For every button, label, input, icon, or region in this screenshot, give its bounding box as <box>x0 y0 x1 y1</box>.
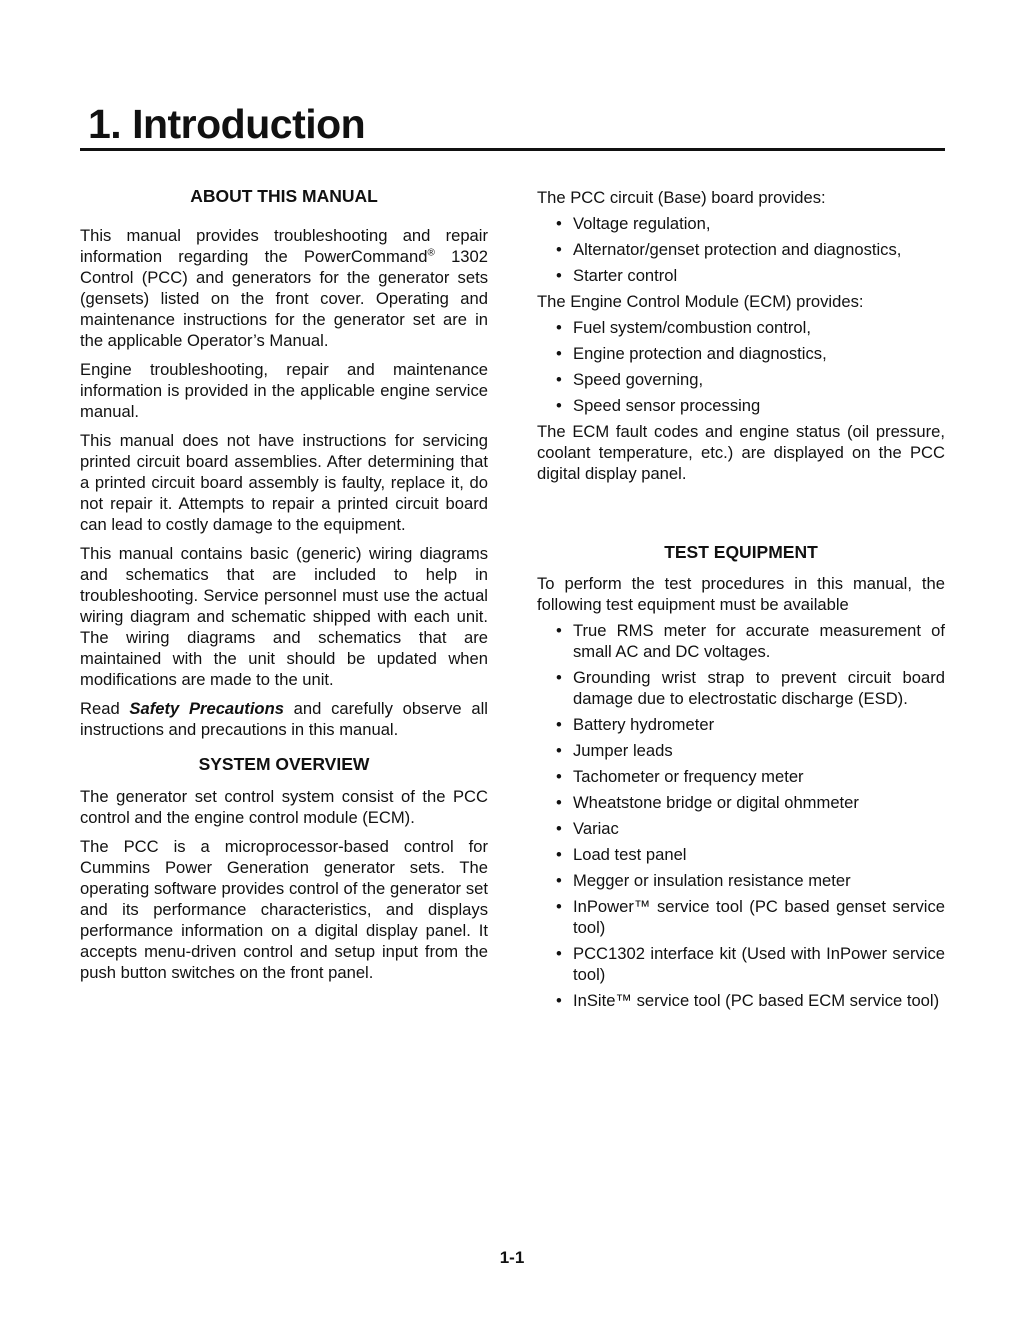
left-column <box>80 184 488 983</box>
overview-paragraph-1: The generator set control system consist of the PCC control and the engine control module (ECM). <box>80 787 488 827</box>
list-item: • Jumper leads <box>556 741 673 760</box>
list-item: • Speed sensor processing <box>556 396 761 415</box>
list-item: • True RMS meter for accurate measurement of small AC and DC voltages. <box>556 621 945 661</box>
chapter-title: 1. Introduction <box>88 101 366 147</box>
list-item: • Tachometer or frequency meter <box>556 767 804 786</box>
list-item: • PCC1302 interface kit (Used with InPower service tool) <box>556 944 945 984</box>
list-item: • Wheatstone bridge or digital ohmmeter <box>556 793 859 812</box>
right-column <box>537 187 945 1011</box>
system-overview-heading: SYSTEM OVERVIEW <box>198 754 370 774</box>
about-manual-heading: ABOUT THIS MANUAL <box>190 186 378 206</box>
list-item: • Variac <box>556 819 619 838</box>
about-paragraph-1-text-a: This manual provides troubleshooting and repair information regarding the PowerCommand <box>80 226 488 266</box>
pcc-board-intro: The PCC circuit (Base) board provides: <box>537 188 826 207</box>
list-item: • Grounding wrist strap to prevent circuit board damage due to electrostatic discharge (ESD). <box>556 668 945 708</box>
list-item: • Load test panel <box>556 845 687 864</box>
registered-mark: ® <box>427 247 435 259</box>
list-item: • Battery hydrometer <box>556 715 715 734</box>
test-equipment-intro: To perform the test procedures in this manual, the following test equipment must be available <box>537 574 945 614</box>
test-equipment-list <box>537 620 945 1011</box>
list-item: • Starter control <box>556 266 678 285</box>
page-number: 1-1 <box>499 1248 525 1267</box>
list-item: • Megger or insulation resistance meter <box>556 871 851 890</box>
ecm-fault-codes-note: The ECM fault codes and engine status (oil pressure, coolant temperature, etc.) are displayed on the PCC digital display panel. <box>537 422 945 483</box>
about-paragraph-1 <box>80 225 488 351</box>
list-item: • Alternator/genset protection and diagnostics, <box>556 240 902 259</box>
about-paragraph-4: This manual contains basic (generic) wiring diagrams and schematics that are included to help in troubleshooting. Service personnel must use the actual wiring diagram and schematic shipped with each unit. The wiring diagrams and schematics that are maintained with the unit should be updated when modifications are made to the unit. <box>80 544 488 689</box>
list-item: • Voltage regulation, <box>556 214 711 233</box>
about-paragraph-5-pre: Read <box>80 699 130 718</box>
about-paragraph-3: This manual does not have instructions for servicing printed circuit board assemblies. After determining that a printed circuit board assembly is faulty, replace it, do not repair it. Attempts to repair a printed circuit board can lead to costly damage to the equipment. <box>80 431 488 534</box>
list-item: • Fuel system/combustion control, <box>556 318 811 337</box>
title-rule <box>80 148 945 151</box>
overview-paragraph-2: The PCC is a microprocessor-based control for Cummins Power Generation generator sets. The operating software provides control of the generator set and its performance characteristics, and displays performance information on a digital display panel. It accepts menu-driven control and setup input from the push button switches on the front panel. <box>80 837 488 982</box>
about-paragraph-5-post: and carefully observe all instructions and precautions in this manual. <box>80 699 488 739</box>
ecm-intro: The Engine Control Module (ECM) provides: <box>537 292 864 311</box>
safety-precautions-reference: Safety Precautions <box>129 699 284 718</box>
list-item: • InPower™ service tool (PC based genset service tool) <box>556 897 945 937</box>
pcc-board-list <box>537 213 945 286</box>
about-paragraph-2: Engine troubleshooting, repair and maintenance information is provided in the applicable engine service manual. <box>80 360 488 421</box>
about-paragraph-1-text-b: 1302 Control (PCC) and generators for the generator sets (gensets) listed on the front cover. Operating and maintenance instructions for the generator set are in the applicable Operator’s Manual. <box>80 247 488 350</box>
list-item: • Engine protection and diagnostics, <box>556 344 827 363</box>
about-paragraph-5 <box>80 698 488 740</box>
list-item: • InSite™ service tool (PC based ECM service tool) <box>556 991 940 1010</box>
ecm-list <box>537 317 945 416</box>
test-equipment-heading: TEST EQUIPMENT <box>664 542 818 562</box>
list-item: • Speed governing, <box>556 370 704 389</box>
